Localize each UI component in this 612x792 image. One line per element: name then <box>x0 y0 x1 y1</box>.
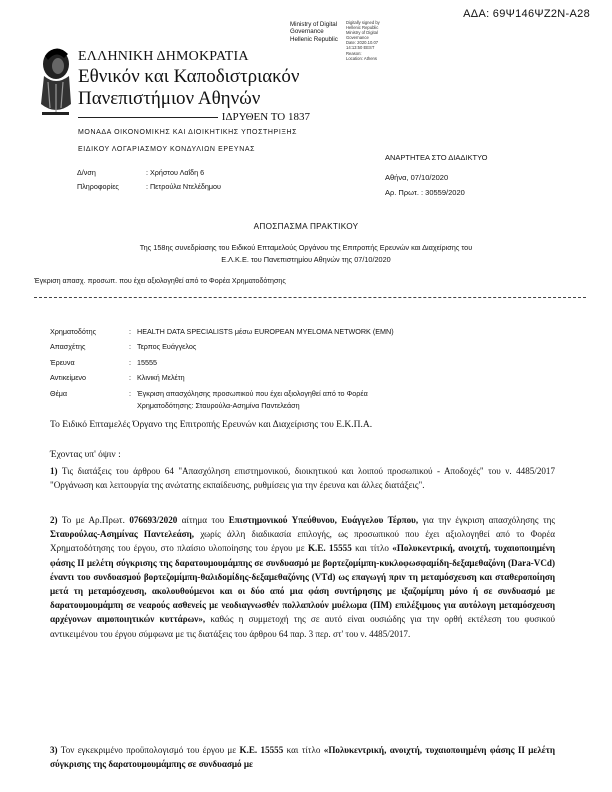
paragraph-1 <box>50 464 555 492</box>
field-value: 15555 <box>137 358 157 367</box>
unit-name-1: ΜΟΝΑΔΑ ΟΙΚΟΝΟΜΙΚΗΣ ΚΑΙ ΔΙΟΙΚΗΤΙΚΗΣ ΥΠΟΣΤΗΡΙΞΗΣ <box>78 129 298 136</box>
founded-banner <box>78 110 314 124</box>
paragraph-number: 3) <box>50 745 58 755</box>
project-title: «Πολυκεντρική, ανοιχτή, τυχαιοποιημένη φάσης ΙΙ μελέτη σύγκρισης της δαρατουμουμάμπης σε συνδυασμό με βορτεζομίμπη-κυκλοφωσφαμίδη-δεξαμεθαζόνη (Dara-VCd) έναντι του συνδυασμού βορτεζομίμπη-θαλιδομίδης-δεξαμεθαζόνης (VTd) ως επαγωγή πριν τη μεταμόσχευση και σταθεροποίηση μετά τη μεταμόσχευση, ακολουθούμενοι και οι δύο από μια φάση συντήρησης με ιξαζομίμπη μόνο ή σε συνδυασμό με δαρατουμουμάμπη σε νεαρούς ασθενείς με νεοδιαγνωσθέν πολλαπλούν μυέλωμα (ΠΜ) επιλέξιμους για αυτόλογη μεταμόσχευση αρχέγονων αιμοποιητικών κυττάρων», <box>50 543 556 625</box>
digital-signature: Digitally signed by Hellenic Republic Ministry of Digital Governance Date: 2020.10.07 14:13:50 EEST Reason: Location: Athens <box>346 20 380 61</box>
field-separator: : <box>129 342 131 351</box>
field-label: Χρηματοδότης <box>50 327 97 336</box>
field-label: Θέμα <box>50 389 68 398</box>
university-name-line2: Πανεπιστήμιον Αθηνών <box>78 88 261 109</box>
field-label: Έρευνα <box>50 358 75 367</box>
divider <box>78 117 218 118</box>
protocol-number: Αρ. Πρωτ. : 30559/2020 <box>385 188 465 197</box>
address-label: Δ/νση <box>77 168 96 177</box>
paragraph-number: 1) <box>50 466 58 476</box>
session-line-1: Της 158ης συνεδρίασης του Ειδικού Επταμελούς Οργάνου της Επιτροπής Ερευνών και Διαχείρισης του <box>139 243 473 252</box>
field-value: HEALTH DATA SPECIALISTS μέσω EUROPEAN MYELOMA NETWORK (EMN) <box>137 327 394 336</box>
project-title: «Πολυκεντρική, ανοιχτή, τυχαιοποιημένη φάσης ΙΙ μελέτη σύγκρισης της δαρατουμουμάμπης σε συνδυασμό με <box>50 745 556 770</box>
project-code: Κ.Ε. 15555 <box>239 745 284 755</box>
responsible-name: Επιστημονικού Υπεύθυνου, Ευάγγελου Τέρπου, <box>228 515 419 525</box>
athena-logo-icon <box>36 42 74 120</box>
ministry-label: Ministry of Digital Governance Hellenic Republic <box>290 21 338 43</box>
field-value: Έγκριση απασχόλησης προσωπικού που έχει αξιολογηθεί από το Φορέα <box>137 389 368 398</box>
field-separator: : <box>129 358 131 367</box>
field-separator: : <box>129 327 131 336</box>
paragraph-number: 2) <box>50 515 58 525</box>
field-separator: : <box>129 373 131 382</box>
university-name-line1: Εθνικόν και Καποδιστριακόν <box>78 66 300 87</box>
employee-name: Σταυρούλας-Ασημίνας Παντελεάση, <box>50 529 195 540</box>
address-value: : Χρήστου Λαΐδη 6 <box>146 168 205 177</box>
field-value: Κλινική Μελέτη <box>137 373 185 382</box>
field-separator: : <box>129 389 131 398</box>
paragraph-text: Τις διατάξεις του άρθρου 64 "Απασχόληση επιστημονικού, διοικητικού και λοιπού προσωπικού - Αποδοχές" του ν. 4485/2017 "Οργάνωση και λειτουργία της ανώτατης εκπαίδευσης, ρυθμίσεις για την έρευνα και άλλες διατάξεις". <box>50 466 556 491</box>
field-value: Χρηματοδότησης: Σταυρούλα-Ασημίνα Παντελεάση <box>137 401 300 410</box>
founded-text: ΙΔΡΥΘΕΝ ΤΟ 1837 <box>221 111 310 123</box>
ada-code: ΑΔΑ: 69Ψ146ΨΖ2Ν-Α28 <box>463 8 590 20</box>
subject-line: Έγκριση απασχ. προσωπ. που έχει αξιολογηθεί από το Φορέα Χρηματοδότησης <box>34 277 286 285</box>
paragraph-2: 2) Το με Αρ.Πρωτ. 076693/2020 αίτημα του Επιστημονικού Υπεύθυνου, Ευάγγελου Τέρπου, για την έγκριση απασχόλησης της Σταυρούλας-Ασημίνας Παντελεάση, χωρίς άλλη διαδικασία επιλογής, ως προσωπικού που έχει αξιολογηθεί από το Φορέα Χρηματοδότησης του έργου, στο πλαίσιο υλοποίησης του έργου με Κ.Ε. 15555 και τίτλο «Πολυκεντρική, ανοιχτή, τυχαιοποιημένη φάσης ΙΙ μελέτη σύγκρισης της δαρατουμουμάμπης σε συνδυασμό με βορτεζομίμπη-κυκλοφωσφαμίδη-δεξαμεθαζόνη (Dara-VCd) έναντι του συνδυασμού βορτεζομίμπη-θαλιδομίδης-δεξαμεθαζόνης (VTd) ως επαγωγή πριν τη μεταμόσχευση και σταθεροποίηση μετά τη μεταμόσχευση, ακολουθούμενοι και οι δύο από μια φάση συντήρησης με ιξαζομίμπη μόνο ή σε συνδυασμό με δαρατουμουμάμπη σε νεαρούς ασθενείς με νεοδιαγνωσθέν πολλαπλούν μυέλωμα (ΠΜ) επιλέξιμους για αυτόλογη μεταμόσχευση αρχέγονων αιμοποιητικών κυττάρων», καθώς η συμμετοχή της σε αυτό είναι ουσιώδης για την ορθή εκτέλεση του φυσικού αντικειμένου του έργου σύμφωνα με τις διατάξεις του άρθρου 64 παρ. 3 περ. στ' του ν. 4485/2017. <box>50 515 556 639</box>
session-line-2: Ε.Λ.Κ.Ε. του Πανεπιστημίου Αθηνών της 07/10/2020 <box>221 255 391 264</box>
dashed-divider <box>34 297 586 298</box>
unit-name-2: ΕΙΔΙΚΟΥ ΛΟΓΑΡΙΑΣΜΟΥ ΚΟΝΔΥΛΙΩΝ ΕΡΕΥΝΑΣ <box>78 146 256 153</box>
info-label: Πληροφορίες <box>77 182 119 191</box>
posting-note: ΑΝΑΡΤΗΤΕΑ ΣΤΟ ΔΙΑΔΙΚΤΥΟ <box>385 153 488 162</box>
paragraph-3: 3) Τον εγκεκριμένο προϋπολογισμό του έργου με Κ.Ε. 15555 και τίτλο «Πολυκεντρική, ανοιχτή, τυχαιοποιημένη φάσης ΙΙ μελέτη σύγκρισης της δαρατουμουμάμπης σε συνδυασμό με <box>50 745 556 770</box>
protocol-ref: 076693/2020 <box>129 515 178 525</box>
document-title: ΑΠΟΣΠΑΣΜΑ ΠΡΑΚΤΙΚΟΥ <box>253 222 359 231</box>
field-label: Απασχέτης <box>50 342 86 351</box>
republic-title: ΕΛΛΗΝΙΚΗ ΔΗΜΟΚΡΑΤΙΑ <box>78 49 249 64</box>
project-code: Κ.Ε. 15555 <box>307 543 352 554</box>
field-value: Τερπος Ευάγγελος <box>137 342 197 351</box>
document-date: Αθήνα, 07/10/2020 <box>385 173 449 182</box>
info-value: : Πετρούλα Ντελέδημου <box>146 182 221 191</box>
considering-text: Έχοντας υπ' όψιν : <box>50 450 121 460</box>
field-label: Αντικείμενο <box>50 373 87 382</box>
intro-text: Το Ειδικό Επταμελές Όργανο της Επιτροπής Ερευνών και Διαχείρισης του Ε.Κ.Π.Α. <box>50 420 373 430</box>
